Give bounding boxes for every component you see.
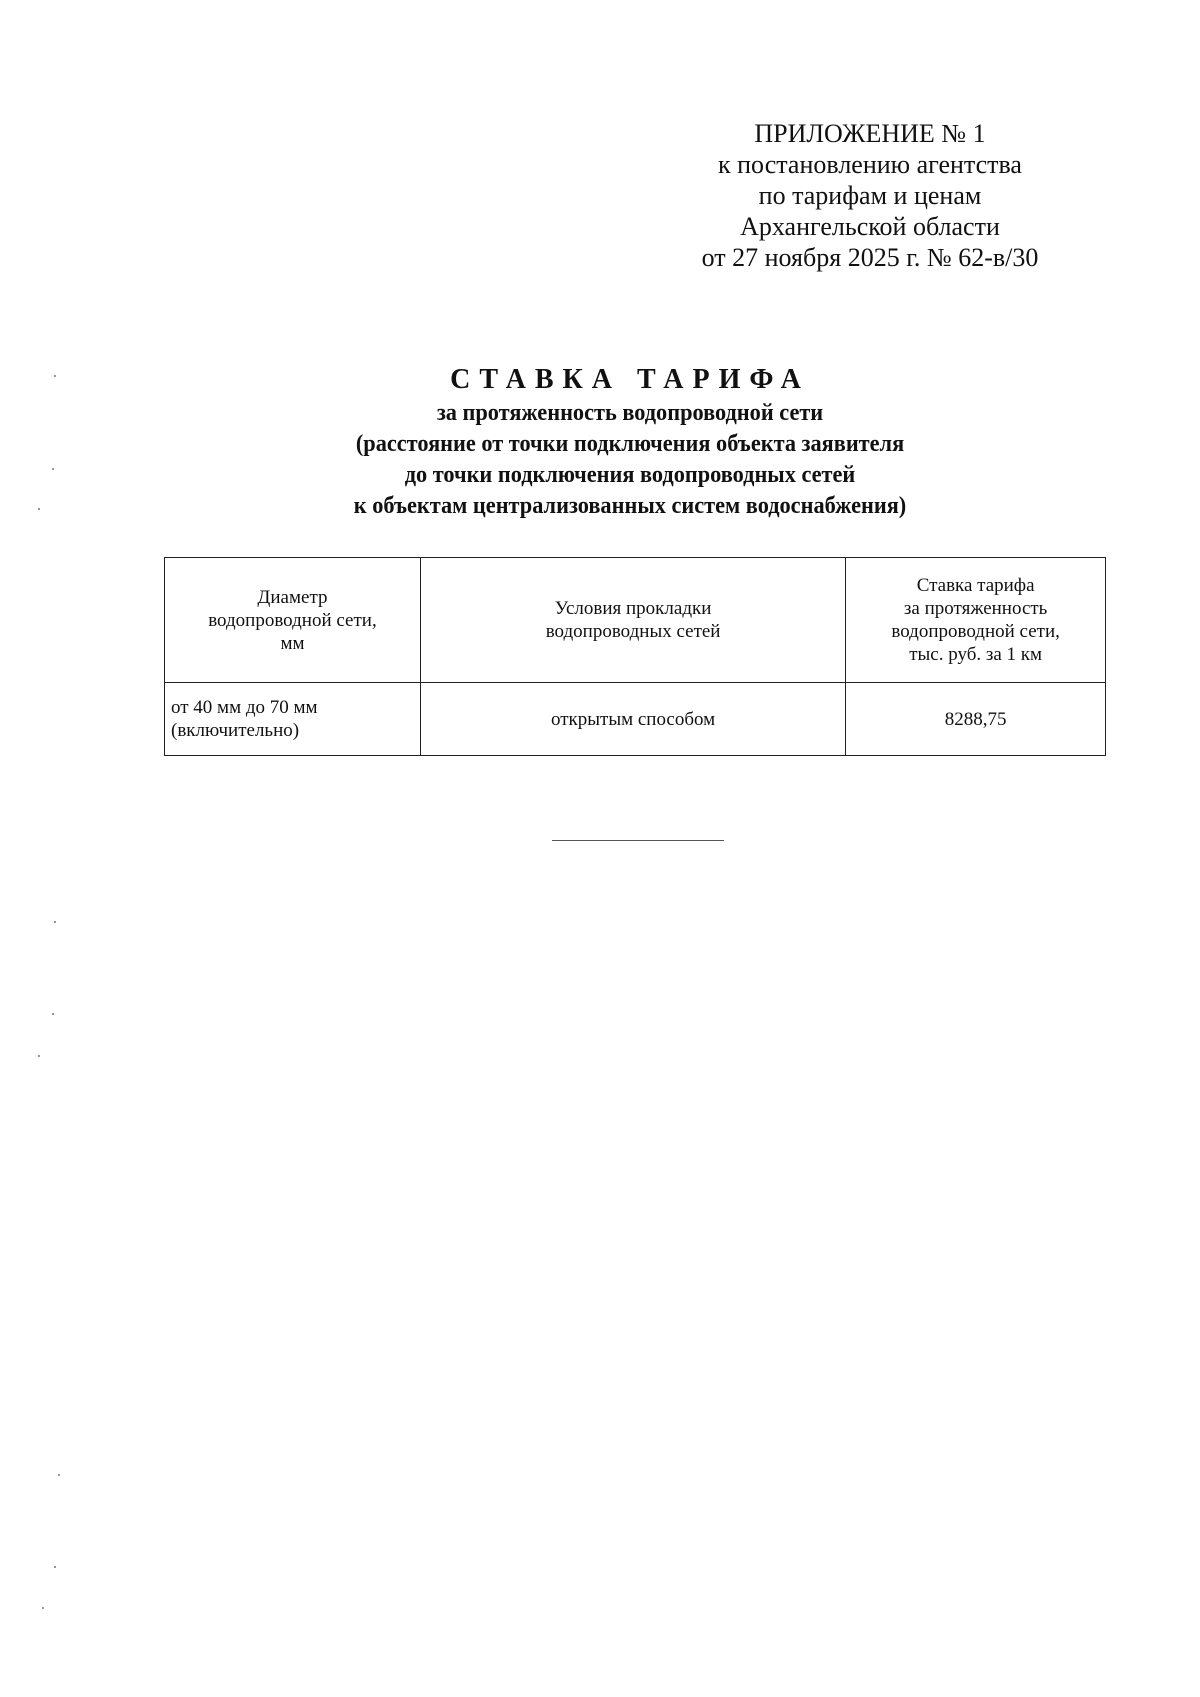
appendix-region: Архангельской области <box>740 212 1000 241</box>
header-text: мм <box>280 632 305 654</box>
scan-speck <box>58 1474 60 1476</box>
cell-text: от 40 мм до 70 мм <box>171 697 318 718</box>
header-rate <box>846 558 1106 683</box>
appendix-header <box>660 118 1080 273</box>
scan-speck <box>54 921 56 923</box>
header-text: водопроводной сети, <box>208 609 377 631</box>
header-text: тыс. руб. за 1 км <box>909 644 1043 665</box>
appendix-reference: к постановлению агентства <box>718 150 1022 179</box>
header-text: Диаметр <box>257 586 328 608</box>
header-text: Ставка тарифа <box>916 575 1035 596</box>
table-header-row <box>165 558 1106 683</box>
title-subtitle-3: до точки подключения водопроводных сетей <box>404 462 856 488</box>
header-text: водопроводной сети, <box>891 621 1060 642</box>
header-text: водопроводных сетей <box>545 621 721 642</box>
cell-conditions: открытым способом <box>420 683 845 756</box>
appendix-agency: по тарифам и ценам <box>758 181 982 210</box>
scan-speck <box>52 1013 54 1015</box>
header-text: Условия прокладки <box>554 598 712 619</box>
tariff-table <box>164 557 1106 756</box>
header-diameter <box>165 558 421 683</box>
cell-diameter <box>165 683 421 756</box>
header-text: за протяженность <box>903 598 1048 619</box>
appendix-date-number: от 27 ноября 2025 г. № 62-в/30 <box>701 243 1039 272</box>
cell-rate: 8288,75 <box>846 683 1106 756</box>
title-subtitle-2: (расстояние от точки подключения объекта заявителя <box>355 431 905 457</box>
end-divider <box>552 840 724 841</box>
table-row <box>165 683 1106 756</box>
scan-speck <box>42 1607 44 1609</box>
appendix-number: ПРИЛОЖЕНИЕ № 1 <box>754 119 986 148</box>
scan-speck <box>38 508 40 510</box>
document-title <box>150 362 1110 522</box>
cell-text: (включительно) <box>171 720 300 741</box>
scan-speck <box>54 1566 56 1568</box>
scan-speck <box>52 468 54 470</box>
title-main: СТАВКА ТАРИФА <box>450 364 810 395</box>
header-conditions <box>420 558 845 683</box>
title-subtitle-4: к объектам централизованных систем водоснабжения) <box>353 493 907 519</box>
scan-speck <box>38 1055 40 1057</box>
title-subtitle-1: за протяженность водопроводной сети <box>436 400 824 426</box>
scan-speck <box>54 375 56 377</box>
